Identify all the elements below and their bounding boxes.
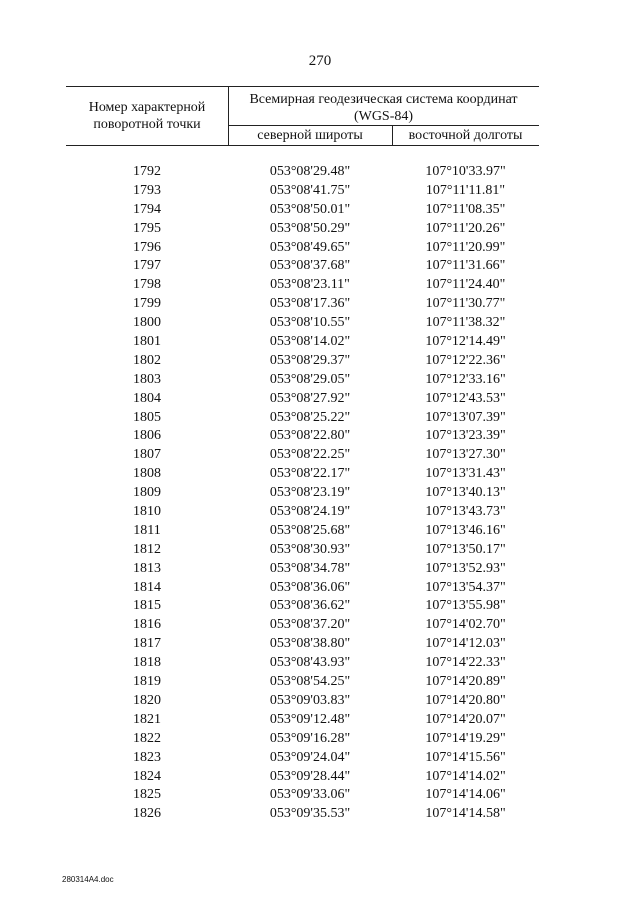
longitude-value: 107°13'23.39" — [425, 428, 506, 444]
table-row — [66, 465, 539, 484]
latitude-value: 053°08'41.75" — [269, 182, 351, 198]
latitude-value: 053°08'14.02" — [269, 334, 351, 350]
point-number: 1804 — [133, 390, 161, 406]
table-row — [66, 276, 539, 295]
point-number: 1800 — [133, 315, 161, 331]
table-row — [66, 182, 539, 201]
header-coordinate-system — [228, 91, 539, 125]
table-row — [66, 163, 539, 182]
table-row — [66, 616, 539, 635]
point-number: 1810 — [133, 504, 161, 520]
table-row — [66, 579, 539, 598]
point-number: 1823 — [133, 749, 161, 765]
latitude-value: 053°08'43.93" — [269, 655, 351, 671]
latitude-value: 053°09'35.53" — [269, 806, 351, 822]
table-row — [66, 749, 539, 768]
longitude-value: 107°14'12.03" — [425, 636, 506, 652]
latitude-value: 053°08'29.37" — [269, 352, 351, 368]
longitude-value: 107°11'24.40" — [425, 277, 506, 293]
point-number: 1813 — [133, 560, 161, 576]
latitude-value: 053°09'12.48" — [269, 711, 351, 727]
table-row — [66, 257, 539, 276]
table-row — [66, 484, 539, 503]
table-row — [66, 239, 539, 258]
latitude-value: 053°08'24.19" — [269, 504, 351, 520]
coordinates-table-body — [66, 163, 539, 824]
table-row — [66, 597, 539, 616]
longitude-value: 107°11'30.77" — [425, 296, 506, 312]
latitude-value: 053°08'25.68" — [269, 522, 351, 538]
longitude-value: 107°14'19.29" — [425, 730, 506, 746]
longitude-value: 107°14'14.02" — [425, 768, 506, 784]
point-number: 1822 — [133, 730, 161, 746]
table-row — [66, 220, 539, 239]
latitude-value: 053°08'38.80" — [269, 636, 351, 652]
latitude-value: 053°08'36.06" — [269, 579, 351, 595]
table-row — [66, 390, 539, 409]
header-coordinate-system-line2: (WGS-84) — [353, 109, 414, 124]
point-number: 1826 — [133, 806, 161, 822]
point-number: 1792 — [133, 164, 161, 179]
point-number: 1798 — [133, 277, 161, 293]
longitude-value: 107°12'14.49" — [425, 334, 506, 350]
longitude-value: 107°14'20.80" — [425, 692, 506, 708]
longitude-value: 107°13'46.16" — [425, 522, 506, 538]
point-number: 1824 — [133, 768, 161, 784]
latitude-value: 053°08'22.17" — [269, 466, 351, 482]
point-number: 1802 — [133, 352, 161, 368]
longitude-value: 107°11'11.81" — [425, 182, 506, 198]
point-number: 1807 — [133, 447, 161, 463]
table-row — [66, 503, 539, 522]
longitude-value: 107°11'31.66" — [425, 258, 506, 274]
longitude-value: 107°13'50.17" — [425, 541, 506, 557]
header-subgroup-rule — [228, 125, 539, 126]
header-point-number — [66, 86, 228, 146]
latitude-value: 053°08'36.62" — [269, 598, 351, 614]
point-number: 1820 — [133, 692, 161, 708]
table-row — [66, 371, 539, 390]
latitude-value: 053°08'29.48" — [269, 164, 351, 179]
latitude-value: 053°08'22.25" — [269, 447, 351, 463]
table-row — [66, 730, 539, 749]
header-point-number-line2: поворотной точки — [93, 117, 201, 132]
point-number: 1801 — [133, 334, 161, 350]
longitude-value: 107°13'27.30" — [425, 447, 506, 463]
longitude-value: 107°13'31.43" — [425, 466, 506, 482]
longitude-value: 107°12'22.36" — [425, 352, 506, 368]
table-row — [66, 711, 539, 730]
header-longitude: восточной долготы — [408, 128, 523, 143]
point-number: 1818 — [133, 655, 161, 671]
longitude-value: 107°14'14.06" — [425, 787, 506, 803]
point-number: 1825 — [133, 787, 161, 803]
point-number: 1814 — [133, 579, 161, 595]
latitude-value: 053°08'23.11" — [270, 277, 350, 293]
header-latitude: северной широты — [257, 128, 363, 143]
point-number: 1815 — [133, 598, 161, 614]
table-header — [66, 86, 539, 146]
document-footer: 280314A4.doc — [62, 875, 114, 884]
point-number: 1819 — [133, 674, 161, 690]
latitude-value: 053°09'33.06" — [269, 787, 351, 803]
table-row — [66, 805, 539, 824]
latitude-value: 053°08'37.68" — [269, 258, 351, 274]
latitude-value: 053°09'16.28" — [269, 730, 351, 746]
latitude-value: 053°09'03.83" — [269, 692, 351, 708]
latitude-value: 053°08'50.29" — [269, 220, 351, 236]
latitude-value: 053°08'17.36" — [269, 296, 351, 312]
latitude-value: 053°08'29.05" — [269, 371, 351, 387]
longitude-value: 107°14'20.89" — [425, 674, 506, 690]
latitude-value: 053°08'10.55" — [269, 315, 351, 331]
latitude-value: 053°08'34.78" — [269, 560, 351, 576]
latitude-value: 053°08'50.01" — [269, 201, 351, 217]
point-number: 1803 — [133, 371, 161, 387]
page-number: 270 — [308, 53, 332, 69]
longitude-value: 107°14'15.56" — [425, 749, 506, 765]
table-row — [66, 654, 539, 673]
point-number: 1817 — [133, 636, 161, 652]
latitude-value: 053°08'25.22" — [269, 409, 351, 425]
point-number: 1816 — [133, 617, 161, 633]
table-row — [66, 635, 539, 654]
point-number: 1812 — [133, 541, 161, 557]
table-row — [66, 427, 539, 446]
point-number: 1797 — [133, 258, 161, 274]
table-row — [66, 409, 539, 428]
latitude-value: 053°08'37.20" — [269, 617, 351, 633]
longitude-value: 107°13'52.93" — [425, 560, 506, 576]
longitude-value: 107°11'20.26" — [425, 220, 506, 236]
point-number: 1805 — [133, 409, 161, 425]
table-row — [66, 333, 539, 352]
longitude-value: 107°13'55.98" — [425, 598, 506, 614]
point-number: 1796 — [133, 239, 161, 255]
table-row — [66, 446, 539, 465]
point-number: 1811 — [133, 522, 161, 538]
table-row — [66, 201, 539, 220]
table-row — [66, 786, 539, 805]
longitude-value: 107°11'08.35" — [425, 201, 506, 217]
point-number: 1821 — [133, 711, 161, 727]
table-row — [66, 560, 539, 579]
longitude-value: 107°11'20.99" — [425, 239, 506, 255]
table-row — [66, 295, 539, 314]
latitude-value: 053°09'28.44" — [269, 768, 351, 784]
table-row — [66, 314, 539, 333]
longitude-value: 107°13'40.13" — [425, 485, 506, 501]
longitude-value: 107°14'02.70" — [425, 617, 506, 633]
table-row — [66, 352, 539, 371]
table-row — [66, 768, 539, 787]
longitude-value: 107°10'33.97" — [425, 164, 506, 179]
longitude-value: 107°14'14.58" — [425, 806, 506, 822]
point-number: 1793 — [133, 182, 161, 198]
longitude-value: 107°12'43.53" — [425, 390, 506, 406]
latitude-value: 053°08'27.92" — [269, 390, 351, 406]
longitude-value: 107°12'33.16" — [425, 371, 506, 387]
longitude-value: 107°14'20.07" — [425, 711, 506, 727]
point-number: 1799 — [133, 296, 161, 312]
longitude-value: 107°13'07.39" — [425, 409, 506, 425]
longitude-value: 107°14'22.33" — [425, 655, 506, 671]
point-number: 1794 — [133, 201, 161, 217]
latitude-value: 053°08'22.80" — [269, 428, 351, 444]
longitude-value: 107°13'43.73" — [425, 504, 506, 520]
point-number: 1795 — [133, 220, 161, 236]
latitude-value: 053°08'49.65" — [269, 239, 351, 255]
header-coordinate-system-line1: Всемирная геодезическая система координат — [249, 92, 518, 107]
header-point-number-line1: Номер характерной — [88, 100, 206, 115]
table-row — [66, 522, 539, 541]
longitude-value: 107°13'54.37" — [425, 579, 506, 595]
table-row — [66, 692, 539, 711]
point-number: 1809 — [133, 485, 161, 501]
table-row — [66, 673, 539, 692]
point-number: 1806 — [133, 428, 161, 444]
latitude-value: 053°08'23.19" — [269, 485, 351, 501]
longitude-value: 107°11'38.32" — [425, 315, 506, 331]
latitude-value: 053°08'54.25" — [269, 674, 351, 690]
table-row — [66, 541, 539, 560]
latitude-value: 053°09'24.04" — [269, 749, 351, 765]
point-number: 1808 — [133, 466, 161, 482]
latitude-value: 053°08'30.93" — [269, 541, 351, 557]
